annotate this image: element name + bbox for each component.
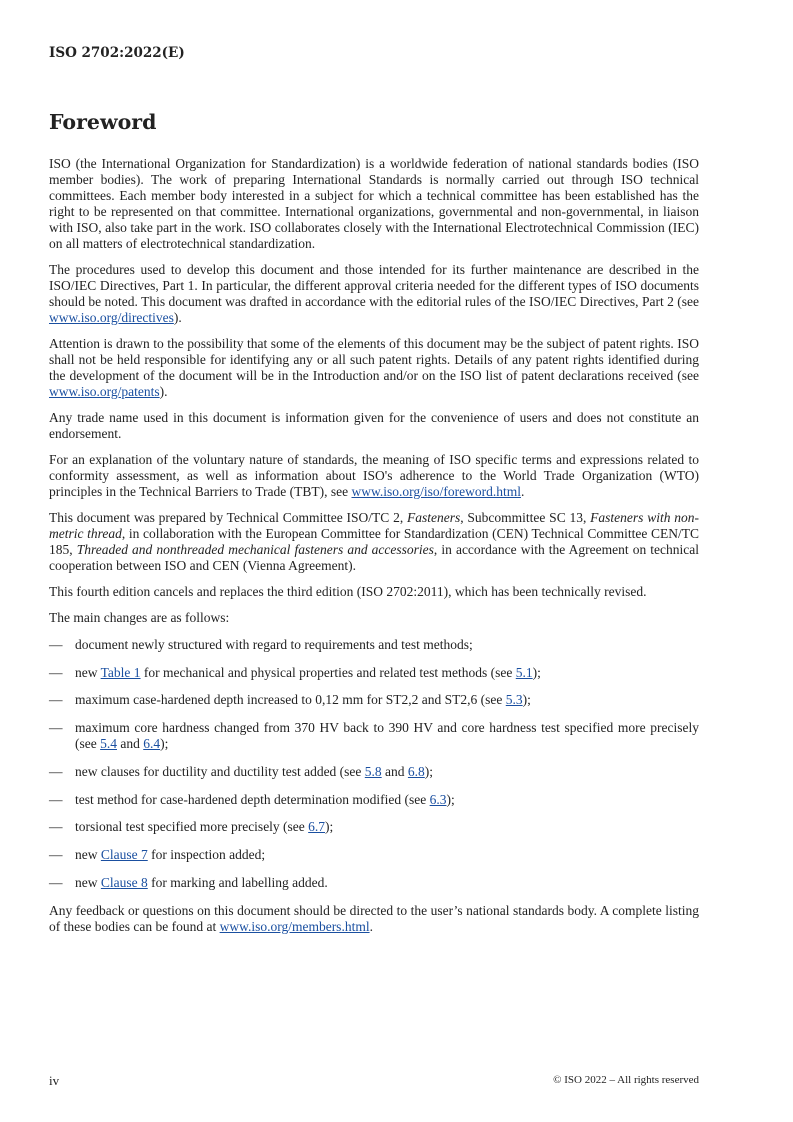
dash-bullet: — bbox=[49, 847, 63, 863]
link-6-3[interactable]: 6.3 bbox=[429, 791, 447, 807]
paragraph-procedures: The procedures used to develop this document and those intended for its further maintenance are described in the ISO/IEC Directives, Part 1. In particular, the different approval criteria needed for the different types of ISO documents should be noted. This document was drafted in accordance with the editorial rules of the ISO/IEC Directives, Part 2 (see www.iso.org/directives). bbox=[49, 261, 699, 325]
link-table-1[interactable]: Table 1 bbox=[100, 664, 141, 680]
list-item: — test method for case-hardened depth determination modified (see 6.3); bbox=[49, 791, 455, 807]
link-patents[interactable]: www.iso.org/patents bbox=[49, 383, 160, 399]
link-members[interactable]: www.iso.org/members.html bbox=[219, 918, 370, 934]
dash-bullet: — bbox=[49, 791, 63, 807]
list-item: — new clauses for ductility and ductility test added (see 5.8 and 6.8); bbox=[49, 763, 434, 779]
list-item: — torsional test specified more precisely (see 6.7); bbox=[49, 819, 334, 835]
link-clause-7[interactable]: Clause 7 bbox=[100, 847, 148, 863]
link-5-8[interactable]: 5.8 bbox=[364, 763, 382, 779]
link-5-3[interactable]: 5.3 bbox=[505, 692, 523, 708]
paragraph-main-changes-intro: The main changes are as follows: bbox=[49, 610, 230, 626]
link-6-8[interactable]: 6.8 bbox=[407, 763, 425, 779]
dash-bullet: — bbox=[49, 875, 63, 891]
document-id-header: ISO 2702:2022(E) bbox=[49, 45, 185, 61]
list-item: — new Clause 7 for inspection added; bbox=[49, 847, 266, 863]
list-item: — maximum core hardness changed from 370 HV back to 390 HV and core hardness test specified more precisely (see 5.4 and 6.4); bbox=[49, 720, 699, 752]
paragraph-edition: This fourth edition cancels and replaces the third edition (ISO 2702:2011), which has been technically revised. bbox=[49, 584, 647, 600]
link-5-1[interactable]: 5.1 bbox=[515, 664, 533, 680]
link-6-4[interactable]: 6.4 bbox=[143, 736, 161, 752]
paragraph-patents: Attention is drawn to the possibility that some of the elements of this document may be the subject of patent rights. ISO shall not be held responsible for identifying any or all such patent rights. Details of any patent rights identified during the development of the document will be in the Introduction and/or on the ISO list of patent declarations received (see www.iso.org/patents). bbox=[49, 335, 699, 399]
link-directives[interactable]: www.iso.org/directives bbox=[49, 309, 174, 325]
paragraph-committee: This document was prepared by Technical Committee ISO/TC 2, Fasteners, Subcommittee SC 13, Fasteners with non-metric thread, in collaboration with the European Committee for Standardization (CEN) Technical Committee CEN/TC 185, Threaded and nonthreaded mechanical fasteners and accessories, in accordance with the Agreement on technical cooperation between ISO and CEN (Vienna Agreement). bbox=[49, 510, 700, 573]
list-item: — document newly structured with regard to requirements and test methods; bbox=[49, 636, 473, 652]
dash-bullet: — bbox=[49, 819, 63, 835]
dash-bullet: — bbox=[49, 692, 63, 708]
page-number: iv bbox=[49, 1073, 60, 1088]
dash-bullet: — bbox=[49, 664, 63, 680]
dash-bullet: — bbox=[49, 763, 63, 779]
copyright-notice: © ISO 2022 – All rights reserved bbox=[553, 1074, 699, 1086]
list-item: — maximum case-hardened depth increased to 0,12 mm for ST2,2 and ST2,6 (see 5.3); bbox=[49, 692, 531, 708]
dash-bullet: — bbox=[49, 720, 63, 736]
list-item: — new Table 1 for mechanical and physical properties and related test methods (see 5.1); bbox=[49, 664, 541, 680]
foreword-body bbox=[49, 156, 699, 935]
link-foreword[interactable]: www.iso.org/iso/foreword.html bbox=[351, 483, 521, 499]
link-clause-8[interactable]: Clause 8 bbox=[100, 875, 148, 891]
page-title: Foreword bbox=[49, 110, 157, 134]
paragraph-trade-name: Any trade name used in this document is information given for the convenience of users and does not constitute an endorsement. bbox=[49, 409, 699, 441]
paragraph-iso-intro: ISO (the International Organization for Standardization) is a worldwide federation of national standards bodies (ISO member bodies). The work of preparing International Standards is normally carried out through ISO technical committees. Each member body interested in a subject for which a technical committee has been established has the right to be represented on that committee. International organizations, governmental and non-governmental, in liaison with ISO, also take part in the work. ISO collaborates closely with the International Electrotechnical Commission (IEC) on all matters of electrotechnical standardization. bbox=[49, 156, 699, 251]
list-item: — new Clause 8 for marking and labelling added. bbox=[49, 875, 328, 891]
link-5-4[interactable]: 5.4 bbox=[100, 736, 117, 752]
link-6-7[interactable]: 6.7 bbox=[308, 819, 326, 835]
paragraph-voluntary-nature: For an explanation of the voluntary nature of standards, the meaning of ISO specific terms and expressions related to conformity assessment, as well as information about ISO's adherence to the World Trade Organization (WTO) principles in the Technical Barriers to Trade (TBT), see www.iso.org/iso/foreword.html. bbox=[49, 452, 699, 499]
changes-list bbox=[49, 637, 699, 891]
paragraph-feedback: Any feedback or questions on this document should be directed to the user’s national standards body. A complete listing of these bodies can be found at www.iso.org/members.html. bbox=[49, 902, 699, 934]
dash-bullet: — bbox=[49, 636, 63, 652]
